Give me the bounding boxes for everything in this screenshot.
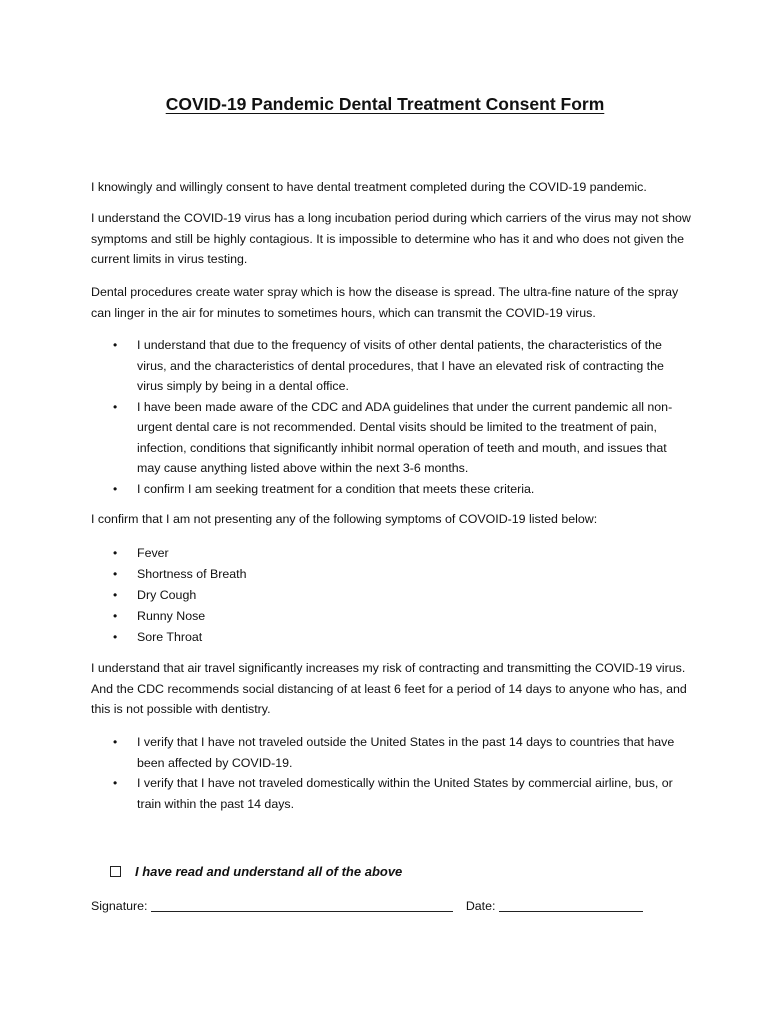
list-item	[91, 564, 691, 585]
symptoms-list	[91, 543, 691, 648]
bullet-icon: •	[113, 567, 118, 581]
acknowledgement-label: I have read and understand all of the above	[135, 864, 403, 879]
list-item	[91, 543, 691, 564]
list-item	[91, 479, 691, 500]
list-item	[91, 606, 691, 627]
list-item-text: I verify that I have not traveled outside the United States in the past 14 days to countries that have been affected by COVID-19.	[137, 735, 675, 770]
bullet-icon: •	[113, 588, 118, 602]
bullet-icon: •	[113, 338, 118, 352]
bullet-icon: •	[113, 399, 118, 414]
paragraph-consent: I knowingly and willingly consent to have dental treatment completed during the COVID-19 pandemic.	[91, 180, 647, 194]
paragraph-symptoms-intro: I confirm that I am not presenting any of the following symptoms of COVOID-19 listed below:	[91, 512, 598, 526]
list-item	[91, 732, 691, 773]
paragraph-incubation: I understand the COVID-19 virus has a long incubation period during which carriers of the virus may not show symptoms and still be highly contagious. It is impossible to determine who has it and who does not given the current limits in virus testing.	[91, 211, 691, 266]
date-label: Date:	[465, 899, 496, 913]
list-item-text: I confirm I am seeking treatment for a condition that meets these criteria.	[137, 481, 535, 496]
signature-row	[91, 896, 643, 916]
symptom-label: Dry Cough	[137, 588, 197, 602]
acknowledgement-row	[110, 862, 402, 882]
list-item	[91, 397, 691, 479]
signature-label: Signature:	[91, 899, 148, 913]
paragraph-air-travel: I understand that air travel significantly increases my risk of contracting and transmitting the COVID-19 virus. And the CDC recommends social distancing of at least 6 feet for a period of 14 days to anyone who has, and this is not possible with dentistry.	[91, 661, 687, 716]
signature-field[interactable]	[151, 898, 453, 912]
symptom-label: Runny Nose	[137, 609, 206, 623]
travel-verification-list	[91, 732, 691, 814]
acknowledgement-checkbox[interactable]	[110, 866, 121, 877]
list-item	[91, 627, 691, 648]
paragraph-water-spray: Dental procedures create water spray which is how the disease is spread. The ultra-fine nature of the spray can linger in the air for minutes to sometimes hours, which can transmit the COVID-19 virus.	[91, 285, 679, 320]
symptom-label: Sore Throat	[137, 630, 203, 644]
risk-acknowledgement-list	[91, 335, 691, 499]
bullet-icon: •	[113, 630, 118, 644]
bullet-icon: •	[113, 609, 118, 623]
list-item-text: I understand that due to the frequency of visits of other dental patients, the characteristics of the virus, and the characteristics of dental procedures, that I have an elevated risk of contracting the virus simply by being in a dental office.	[137, 338, 664, 393]
symptom-label: Shortness of Breath	[137, 567, 247, 581]
bullet-icon: •	[113, 776, 118, 790]
bullet-icon: •	[113, 546, 118, 560]
form-title: COVID-19 Pandemic Dental Treatment Consent Form	[165, 94, 605, 114]
list-item	[91, 335, 691, 397]
list-item	[91, 773, 691, 814]
list-item-text: I have been made aware of the CDC and ADA guidelines that under the current pandemic all non-urgent dental care is not recommended. Dental visits should be limited to the treatment of pain, infection, conditions that significantly inhibit normal operation of teeth and mouth, and issues that may cause anything listed above within the next 3-6 months.	[137, 399, 673, 475]
symptom-label: Fever	[137, 546, 169, 560]
bullet-icon: •	[113, 735, 118, 749]
list-item-text: I verify that I have not traveled domestically within the United States by commercial airline, bus, or train within the past 14 days.	[137, 776, 673, 811]
list-item	[91, 585, 691, 606]
bullet-icon: •	[113, 481, 118, 496]
date-field[interactable]	[499, 898, 643, 912]
